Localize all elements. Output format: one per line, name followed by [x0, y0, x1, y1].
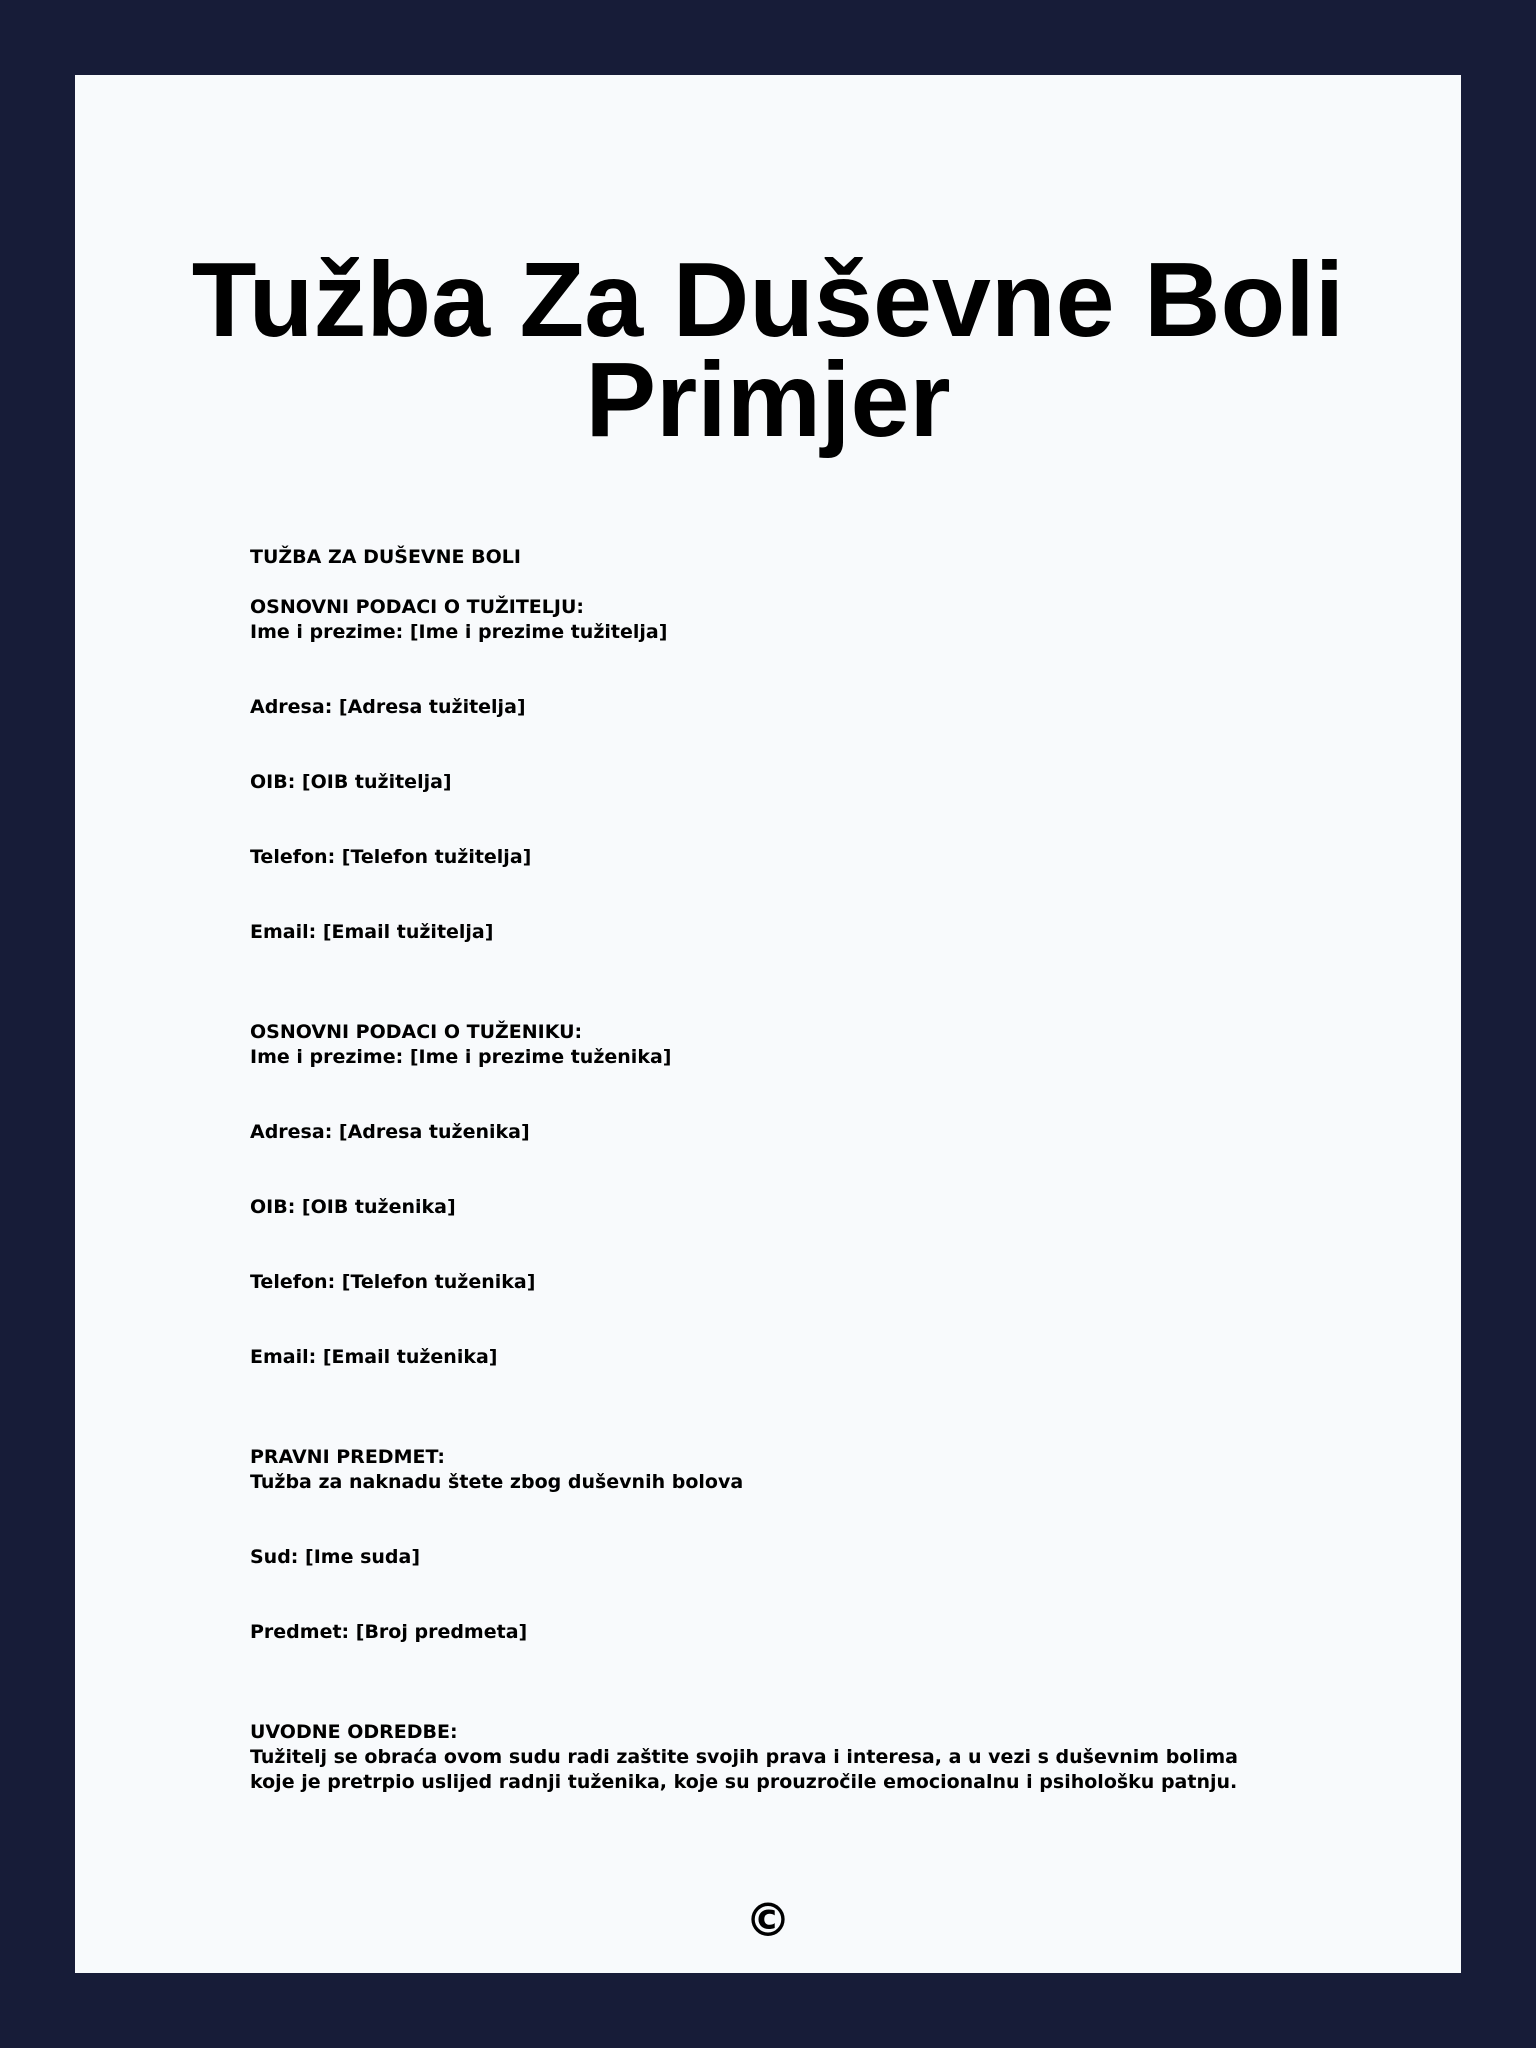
defendant-name: Ime i prezime: [Ime i prezime tuženika] — [250, 1046, 672, 1068]
defendant-phone: Telefon: [Telefon tuženika] — [250, 1271, 536, 1293]
defendant-address: Adresa: [Adresa tuženika] — [250, 1121, 530, 1143]
defendant-section — [250, 1020, 1260, 1370]
defendant-header: OSNOVNI PODACI O TUŽENIKU: — [250, 1021, 583, 1043]
plaintiff-header: OSNOVNI PODACI O TUŽITELJU: — [250, 596, 584, 618]
document-page — [75, 75, 1461, 1973]
plaintiff-name: Ime i prezime: [Ime i prezime tužitelja] — [250, 621, 668, 643]
defendant-oib: OIB: [OIB tuženika] — [250, 1196, 456, 1218]
copyright-icon: © — [745, 1893, 791, 1947]
plaintiff-phone: Telefon: [Telefon tužitelja] — [250, 846, 532, 868]
document-heading: TUŽBA ZA DUŠEVNE BOLI — [250, 546, 521, 568]
plaintiff-address: Adresa: [Adresa tužitelja] — [250, 696, 526, 718]
plaintiff-oib: OIB: [OIB tužitelja] — [250, 771, 452, 793]
introductory-header: UVODNE ODREDBE: — [250, 1721, 458, 1743]
introductory-text: Tužitelj se obraća ovom sudu radi zaštite svojih prava i interesa, a u vezi s duševnim bolima koje je pretrpio uslijed radnji tuženika, koje su prouzročile emocionalnu i psihološku patnju. — [250, 1746, 1238, 1793]
introductory-section — [250, 1720, 1260, 1795]
legal-subject-description: Tužba za naknadu štete zbog duševnih bolova — [250, 1471, 744, 1493]
document-body — [250, 545, 1260, 1795]
legal-subject-header: PRAVNI PREDMET: — [250, 1446, 445, 1468]
legal-subject-section — [250, 1445, 1260, 1645]
defendant-email: Email: [Email tuženika] — [250, 1346, 498, 1368]
page-title: Tužba Za Duševne Boli Primjer — [191, 241, 1345, 459]
plaintiff-email: Email: [Email tužitelja] — [250, 921, 494, 943]
plaintiff-section — [250, 595, 1260, 945]
court-name: Sud: [Ime suda] — [250, 1546, 421, 1568]
case-number: Predmet: [Broj predmeta] — [250, 1621, 528, 1643]
